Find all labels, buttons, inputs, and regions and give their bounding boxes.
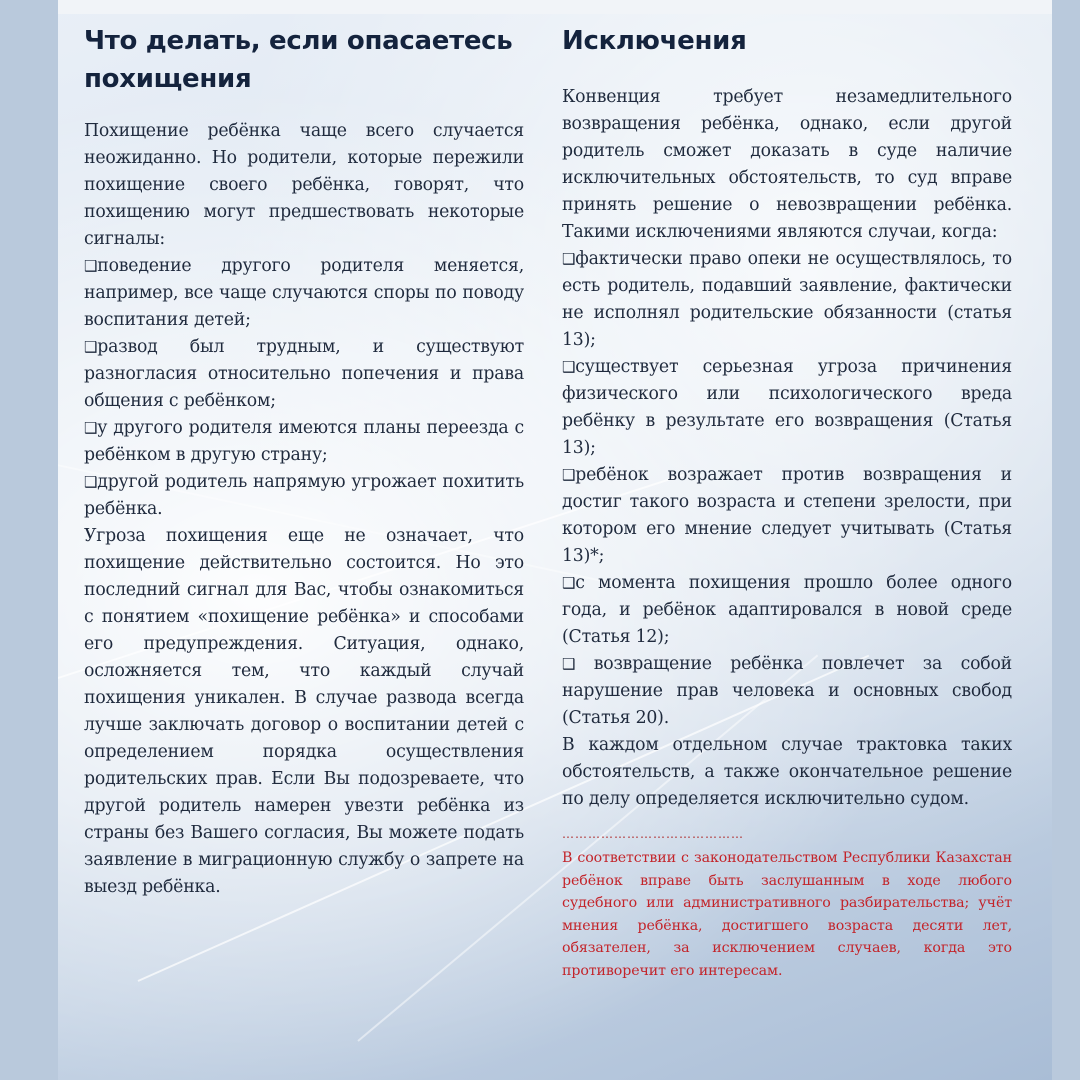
checkbox-icon: ❑ xyxy=(562,358,576,376)
signal-item xyxy=(84,415,524,469)
signal-text: у другого родителя имеются планы переезда с ребёнком в другую страну; xyxy=(84,418,524,465)
left-heading: Что делать, если опасаетесь похищения xyxy=(84,26,513,94)
signal-item xyxy=(84,469,524,523)
left-column xyxy=(84,22,524,901)
checkbox-icon: ❑ xyxy=(562,466,576,484)
convention-paragraph: Конвенция требует незамедлительного возвращения ребёнка, однако, если другой родитель сможет доказать в суде наличие исключительных обстоятельств, то суд вправе принять решение о невозвращении ребёнка. Такими исключениями являются случаи, когда: xyxy=(562,87,1012,242)
footnote-text: В соответствии с законодательством Республики Казахстан ребёнок вправе быть заслушанным в ходе любого судебного или административного разбирательства; учёт мнения ребёнка, достигшего возраста десяти лет, обязателен, за исключением случаев, когда это противоречит его интересам. xyxy=(562,850,1012,979)
signal-text: другой родитель напрямую угрожает похитить ребёнка. xyxy=(84,472,524,519)
checkbox-icon: ❑ xyxy=(84,419,98,437)
intro-paragraph: Похищение ребёнка чаще всего случается неожиданно. Но родители, которые пережили похищение своего ребёнка, говорят, что похищению могут предшествовать некоторые сигналы: xyxy=(84,121,524,249)
signal-item xyxy=(84,334,524,415)
right-column xyxy=(562,22,1012,982)
document-page xyxy=(58,0,1052,1080)
exception-text: существует серьезная угроза причинения физического или психологического вреда ребёнку в результате его возвращения (Статья 13); xyxy=(562,357,1012,458)
exception-item xyxy=(562,651,1012,732)
advice-paragraph: Угроза похищения еще не означает, что похищение действительно состоится. Но это последний сигнал для Вас, чтобы ознакомиться с понятием «похищение ребёнка» и способами его предупреждения. Ситуация, однако, осложняется тем, что каждый случай похищения уникален. В случае развода всегда лучше заключать договор о воспитании детей с определением порядка осуществления родительских прав. Если Вы подозреваете, что другой родитель намерен увезти ребёнка из страны без Вашего согласия, Вы можете подать заявление в миграционную службу о запрете на выезд ребёнка. xyxy=(84,526,524,897)
checkbox-icon: ❑ xyxy=(84,257,98,275)
left-body xyxy=(84,118,524,901)
exception-text: с момента похищения прошло более одного года, и ребёнок адаптировался в новой среде (Статья 12); xyxy=(562,573,1012,647)
signal-item xyxy=(84,253,524,334)
separator-dots: …………………………………… xyxy=(562,827,744,841)
right-heading: Исключения xyxy=(562,26,747,56)
exception-text: ребёнок возражает против возвращения и достиг такого возраста и степени зрелости, при котором его мнение следует учитывать (Статья 13)*; xyxy=(562,465,1012,566)
exception-text: фактически право опеки не осуществлялось, то есть родитель, подавший заявление, фактически не исполнял родительские обязанности (статья 13); xyxy=(562,249,1012,350)
exception-item xyxy=(562,570,1012,651)
checkbox-icon: ❑ xyxy=(562,250,576,268)
exception-item xyxy=(562,354,1012,462)
checkbox-icon: ❑ xyxy=(84,338,98,356)
exception-text: возвращение ребёнка повлечет за собой нарушение прав человека и основных свобод (Статья 20). xyxy=(562,654,1012,728)
footnote xyxy=(562,847,1012,982)
right-body xyxy=(562,84,1012,982)
exception-item xyxy=(562,246,1012,354)
signal-text: поведение другого родителя меняется, например, все чаще случаются споры по поводу воспитания детей; xyxy=(84,256,524,330)
exception-item xyxy=(562,462,1012,570)
signal-text: развод был трудным, и существуют разногласия относительно попечения и права общения с ребёнком; xyxy=(84,337,524,411)
checkbox-icon: ❑ xyxy=(562,655,576,673)
checkbox-icon: ❑ xyxy=(562,574,576,592)
court-paragraph: В каждом отдельном случае трактовка таких обстоятельств, а также окончательное решение по делу определяется исключительно судом. xyxy=(562,735,1012,809)
checkbox-icon: ❑ xyxy=(84,473,98,491)
top-strip xyxy=(58,0,1052,14)
